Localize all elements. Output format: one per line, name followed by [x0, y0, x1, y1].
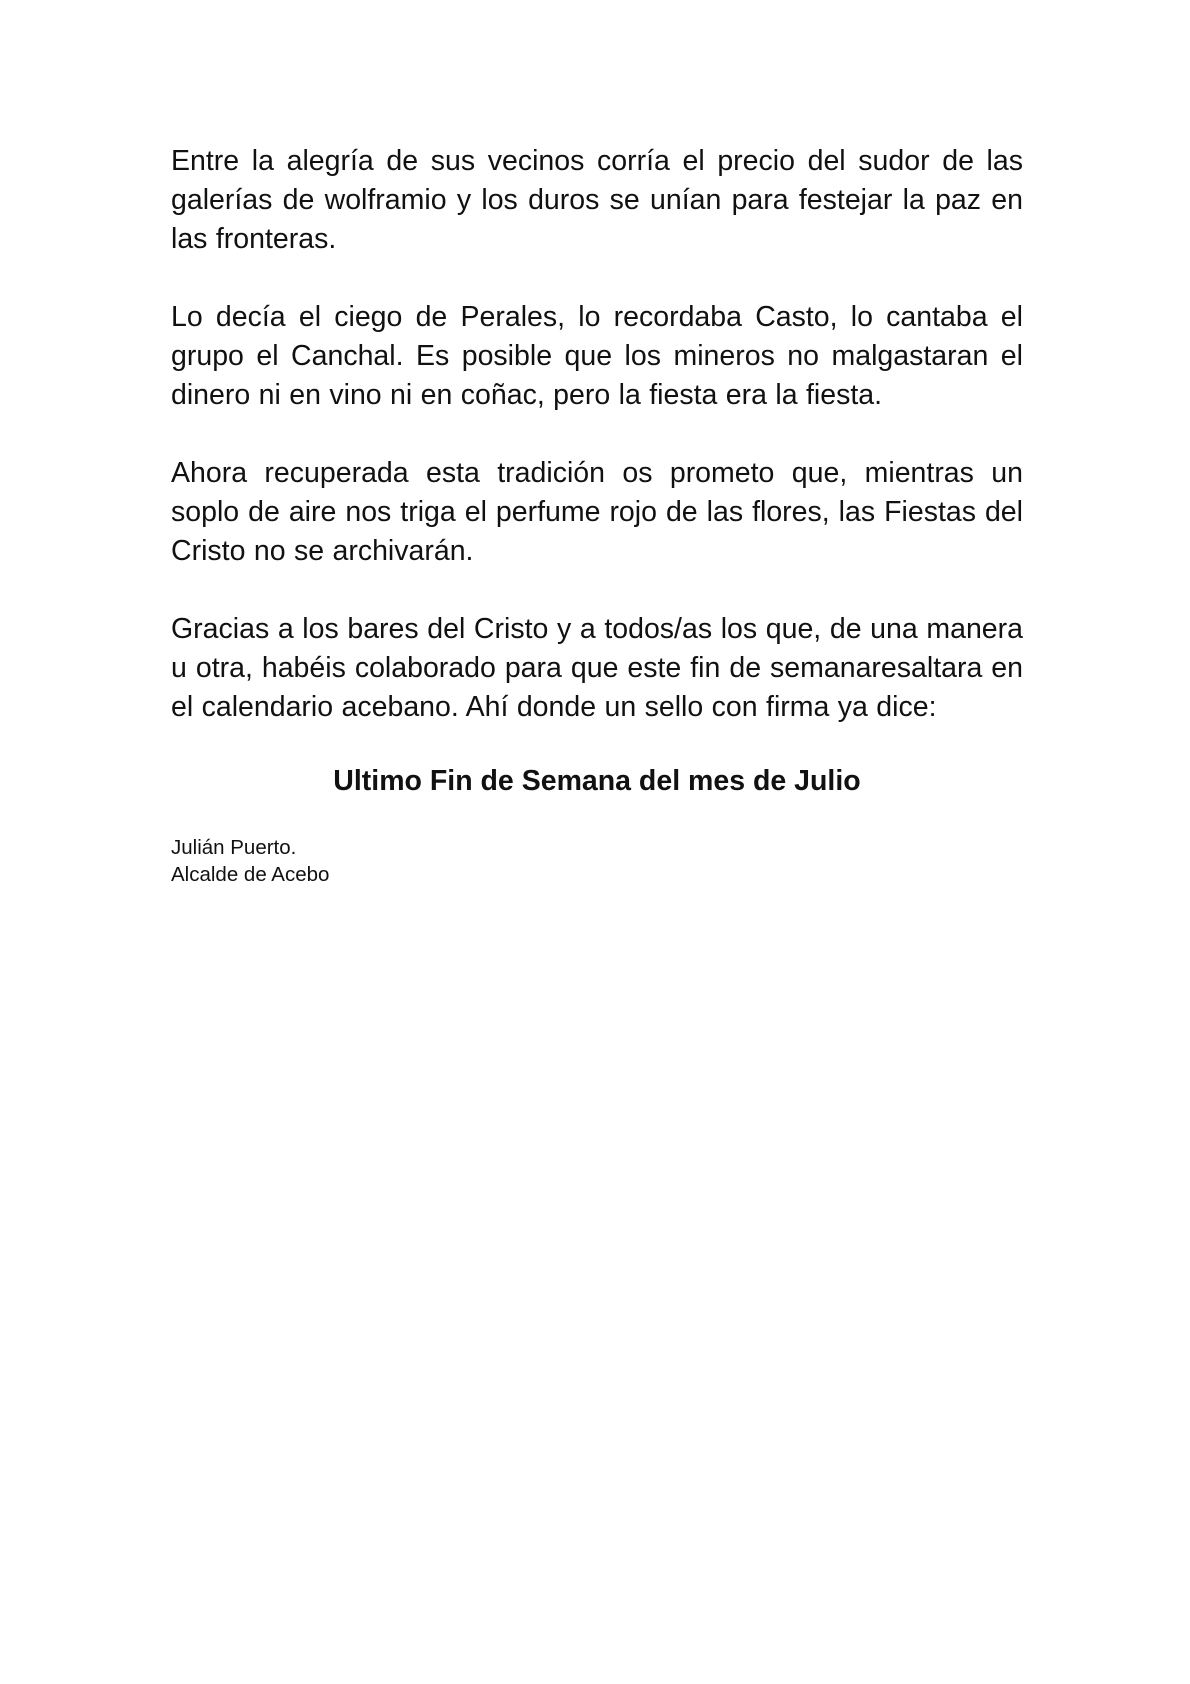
document-body [171, 142, 1023, 888]
signature-block [171, 834, 1023, 888]
paragraph-3: Ahora recuperada esta tradición os prometo que, mientras un soplo de aire nos triga el perfume rojo de las flores, las Fiestas del Cristo no se archivarán. [171, 457, 1023, 567]
closing-line: Ultimo Fin de Semana del mes de Julio [333, 765, 861, 797]
paragraph-2: Lo decía el ciego de Perales, lo recordaba Casto, lo cantaba el grupo el Canchal. Es posible que los mineros no malgastaran el dinero ni en vino ni en coñac, pero la fiesta era la fiesta. [171, 301, 1023, 411]
signature-name: Julián Puerto. [171, 836, 297, 859]
paragraph-1: Entre la alegría de sus vecinos corría el precio del sudor de las galerías de wolframio y los duros se unían para festejar la paz en las fronteras. [171, 145, 1023, 255]
signature-title: Alcalde de Acebo [171, 863, 330, 886]
paragraph-4: Gracias a los bares del Cristo y a todos/as los que, de una manera u otra, habéis colaborado para que este fin de semanaresaltara en el calendario acebano. Ahí donde un sello con firma ya dice: [171, 613, 1023, 723]
